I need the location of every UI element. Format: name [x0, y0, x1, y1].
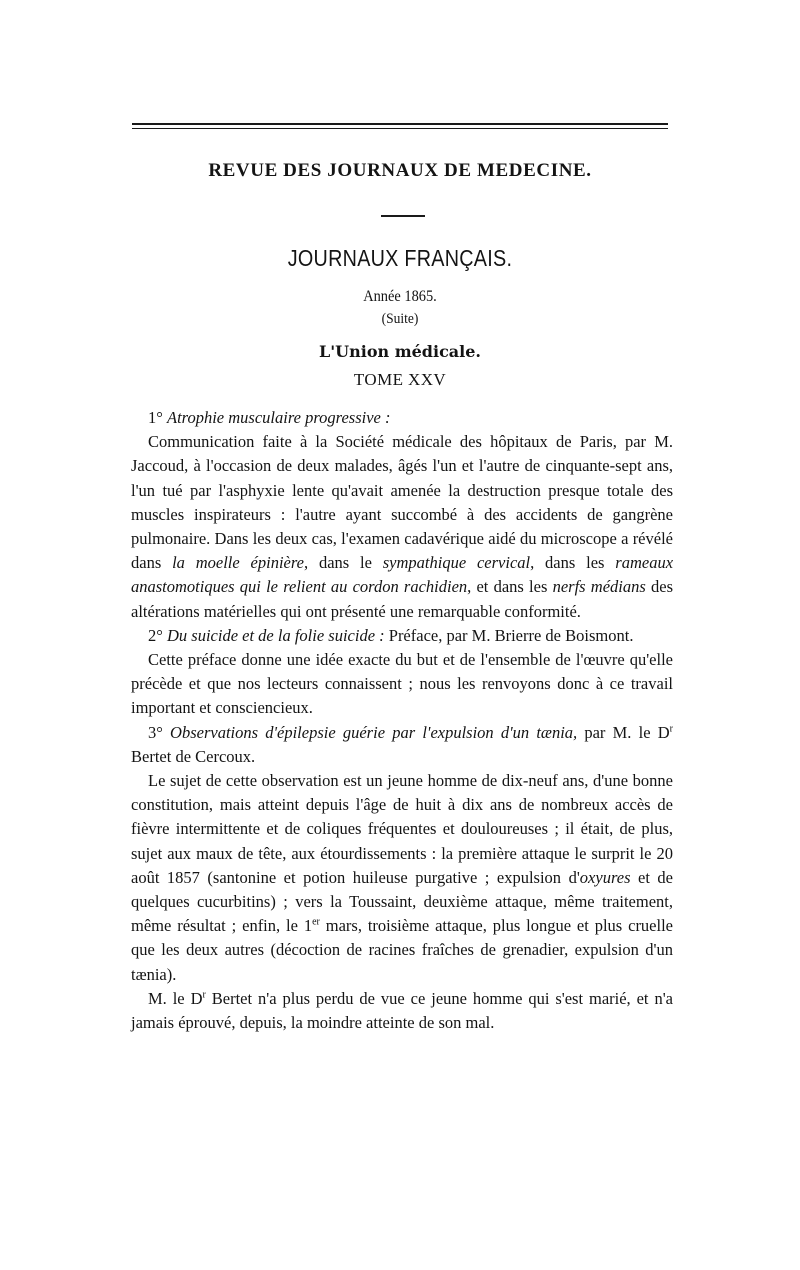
text-run: M. le D	[148, 988, 203, 1008]
article-2-paragraph: Cette préface donne une idée exacte du but et de l'ensemble de l'œuvre qu'elle précède et que nos lecteurs connaissent ; nous les renvoyons donc à ce travail important et consciencieux.	[131, 650, 673, 718]
article-2-number: 2°	[148, 625, 167, 645]
article-3-paragraph-2	[131, 987, 673, 1035]
italic-term: nerfs médians	[552, 577, 646, 597]
article-1-paragraph	[131, 430, 673, 624]
text-run: mars, troisième attaque, plus longue et plus cruelle que les deux autres (décoction de racines fraîches de grenadier, expulsion d'un tænia).	[131, 916, 673, 984]
text-run: Bertet n'a plus perdu de vue ce jeune homme qui s'est marié, et n'a jamais éprouvé, depuis, la moindre atteinte de son mal.	[131, 988, 673, 1033]
article-3-byline: par M. le D	[577, 722, 670, 742]
superscript: r	[202, 989, 206, 1001]
article-3-title: Observations d'épilepsie guérie par l'expulsion d'un tænia,	[170, 722, 578, 742]
text-run: et de quelques cucurbitins) ; vers la Toussaint, deuxième attaque, même traitement, même résultat ; enfin, le 1	[131, 867, 674, 936]
suite-line: (Suite)	[381, 311, 419, 327]
text-run: Communication faite à la Société médicale des hôpitaux de Paris, par M. Jaccoud, à l'occasion de deux malades, âgés l'un et l'autre de cinquante-sept ans, l'un tué par l'asphyxie lente qu'avait amenée la destruction presque totale des muscles inspirateurs : l'autre ayant succombé à des accidents de gangrène pulmonaire. Dans les deux cas, l'examen cadavérique aidé du microscope a révélé dans	[131, 432, 673, 573]
article-3-byline-end: Bertet de Cercoux.	[131, 746, 256, 766]
italic-term: rameaux anastomotiques qui le relient au cordon rachidien	[131, 553, 674, 597]
text-run: , et dans les	[467, 577, 553, 597]
italic-term: la moelle épinière	[172, 553, 304, 573]
top-rule-thin	[132, 128, 668, 129]
article-1-number: 1°	[148, 408, 167, 427]
italic-term: oxyures	[579, 867, 631, 887]
article-2-title: Du suicide et de la folie suicide :	[166, 625, 385, 645]
article-1-heading	[131, 406, 673, 430]
year-line: Année 1865.	[363, 288, 437, 305]
article-body	[131, 406, 673, 1035]
revue-title: REVUE DES JOURNAUX DE MEDECINE.	[208, 160, 592, 181]
article-1-title: Atrophie musculaire progressive :	[166, 408, 391, 427]
text-run: , dans le	[304, 553, 383, 573]
article-3-heading	[131, 721, 673, 769]
article-2-byline: Préface, par M. Brierre de Boismont.	[384, 625, 634, 645]
article-3-paragraph	[131, 769, 673, 987]
section-divider	[381, 215, 425, 217]
italic-term: sympathique cervical	[382, 553, 531, 573]
text-run: des altérations matérielles qui ont présenté une remarquable conformité.	[131, 577, 673, 621]
text-run: Le sujet de cette observation est un jeune homme de dix-neuf ans, d'une bonne constitution, mais atteint depuis l'âge de huit à dix ans de nombreux accès de fièvre intermittente et de coliques fréquentes et douloureuses ; il était, de plus, sujet aux maux de tête, aux étourdissements : la première attaque le surprit le 20 août 1857 (santonine et potion huileuse purgative ; expulsion d'	[131, 771, 673, 887]
top-rule	[132, 123, 668, 125]
superscript: r	[669, 723, 673, 735]
article-3-number: 3°	[148, 722, 171, 742]
journal-name: L'Union médicale.	[319, 342, 481, 361]
text-run: , dans les	[530, 553, 616, 573]
section-title: JOURNAUX FRANÇAIS.	[287, 245, 513, 271]
article-2-heading	[131, 624, 673, 648]
superscript: er	[312, 916, 320, 928]
tome-line: TOME XXV	[353, 370, 447, 389]
